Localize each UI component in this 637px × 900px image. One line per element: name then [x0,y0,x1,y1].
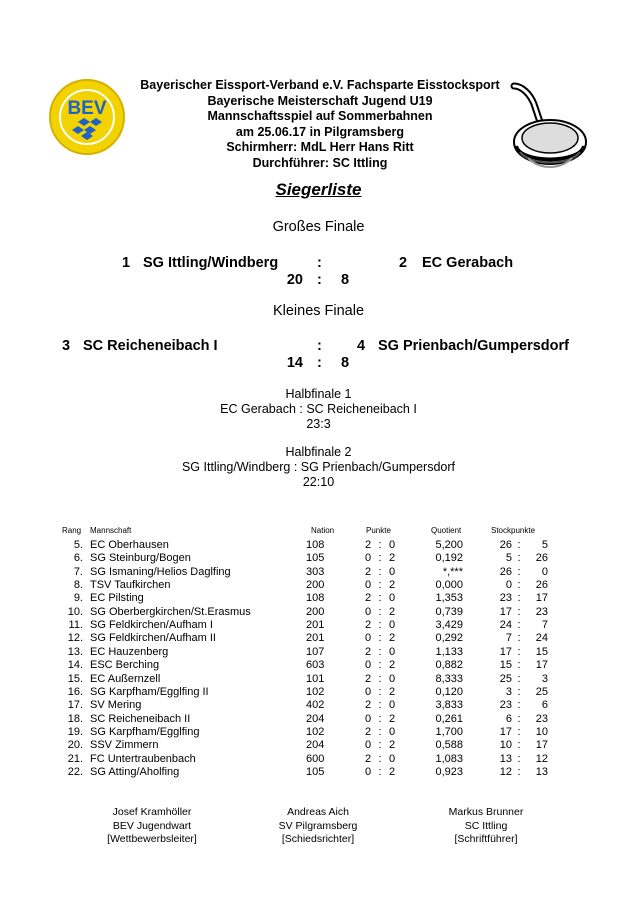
cell-nation: 201 [306,619,325,632]
cell-punkte-plus: 0 [364,659,372,672]
cell-mannschaft: SG Feldkirchen/Aufham II [90,632,216,645]
cell-punkte-colon: : [378,632,382,645]
cell-punkte-plus: 0 [364,765,372,778]
table-row [0,592,637,605]
cell-stock-minus: 26 [535,552,548,565]
cell-punkte-colon: : [378,539,382,551]
cell-quotient: 8,333 [435,672,463,685]
cell-stock-plus: 0 [505,579,512,592]
cell-punkte-plus: 2 [364,699,372,712]
halbfinale-result: 23:3 [306,417,331,431]
kf-score-a: 14 [286,355,303,371]
cell-punkte-minus: 0 [388,619,396,632]
signature-role: [Wettbewerbsleiter] [107,833,197,845]
header-line: am 25.06.17 in Pilgramsberg [235,124,405,139]
table-row [0,659,637,672]
cell-punkte-minus: 2 [388,632,396,645]
table-row [0,766,637,779]
cell-stock-plus: 25 [499,672,512,685]
event-header [110,78,530,171]
cell-punkte-plus: 2 [364,539,372,551]
cell-punkte-plus: 2 [364,565,372,578]
cell-stock-colon: : [517,712,521,725]
cell-punkte-plus: 0 [364,579,372,592]
cell-nation: 600 [306,752,325,765]
cell-quotient: 1,700 [435,725,463,738]
cell-nation: 201 [306,632,325,645]
cell-stock-minus: 17 [535,739,548,752]
cell-rang: 21. [67,752,83,765]
cell-stock-minus: 15 [535,645,548,658]
col-header-nation: Nation [311,526,335,535]
header-line: Bayerische Meisterschaft Jugend U19 [207,93,433,108]
cell-stock-minus: 26 [535,579,548,592]
cell-rang: 5. [73,539,83,551]
cell-stock-plus: 23 [499,699,512,712]
cell-mannschaft: SV Mering [90,699,142,712]
cell-stock-minus: 3 [541,672,548,685]
cell-quotient: 0,000 [435,579,463,592]
cell-stock-colon: : [517,725,521,738]
cell-mannschaft: SG Steinburg/Bogen [90,552,191,565]
cell-punkte-minus: 0 [388,699,396,712]
cell-punkte-colon: : [378,645,382,658]
cell-punkte-colon: : [378,739,382,752]
cell-punkte-colon: : [378,592,382,605]
cell-quotient: 0,261 [435,712,463,725]
header-line: Mannschaftsspiel auf Sommerbahnen [207,109,433,123]
col-header-rang: Rang [62,526,82,535]
cell-mannschaft: SC Reicheneibach II [90,712,191,725]
cell-stock-minus: 17 [535,659,548,672]
cell-nation: 107 [306,645,325,658]
col-header-quotient: Quotient [431,526,462,535]
cell-stock-minus: 10 [535,725,548,738]
cell-punkte-minus: 0 [388,752,396,765]
gf-team-a: SG Ittling/Windberg [143,255,279,271]
cell-punkte-colon: : [378,685,382,698]
cell-nation: 303 [306,565,325,578]
cell-nation: 102 [306,685,325,698]
header-line: Schirmherr: MdL Herr Hans Ritt [226,140,414,154]
cell-stock-colon: : [517,565,521,578]
cell-punkte-minus: 0 [388,539,396,551]
cell-stock-minus: 6 [541,699,548,712]
header-line: Bayerischer Eissport-Verband e.V. Fachsparte Eisstocksport [140,78,500,92]
cell-mannschaft: EC Pilsting [90,592,144,605]
cell-stock-minus: 13 [535,765,548,778]
signature-role: [Schriftführer] [454,833,518,845]
cell-stock-plus: 7 [505,632,512,645]
cell-quotient: 1,133 [435,645,463,658]
cell-stock-colon: : [517,579,521,592]
cell-punkte-minus: 2 [388,579,396,592]
cell-rang: 22. [67,765,83,778]
header-line: Durchführer: SC Ittling [252,155,388,170]
gf-score-b: 8 [341,272,350,288]
table-row [0,539,637,552]
cell-punkte-minus: 2 [388,739,396,752]
cell-quotient: 1,353 [435,592,463,605]
cell-punkte-colon: : [378,725,382,738]
signature-name: Josef Kramhöller [112,806,192,818]
table-row [0,673,637,686]
cell-mannschaft: SG Karpfham/Egglfing [90,725,200,738]
cell-stock-colon: : [517,539,521,551]
cell-stock-plus: 17 [499,725,512,738]
cell-mannschaft: ESC Berching [90,659,160,672]
cell-stock-plus: 10 [499,739,512,752]
cell-stock-plus: 17 [499,645,512,658]
table-row [0,686,637,699]
signature-role: [Schiedsrichter] [281,833,355,845]
cell-punkte-plus: 0 [364,605,372,618]
cell-stock-minus: 17 [535,592,548,605]
cell-rang: 7. [73,565,83,578]
cell-nation: 101 [306,672,325,685]
cell-stock-plus: 3 [505,685,512,698]
cell-stock-minus: 12 [535,752,548,765]
cell-punkte-minus: 2 [388,712,396,725]
table-row [0,713,637,726]
halbfinale-label: Halbfinale 2 [285,445,352,459]
cell-stock-minus: 7 [541,619,548,632]
cell-punkte-plus: 0 [364,739,372,752]
cell-nation: 200 [306,579,325,592]
halbfinale-1 [0,387,637,432]
cell-mannschaft: TSV Taufkirchen [90,579,171,592]
cell-punkte-minus: 0 [388,672,396,685]
cell-stock-plus: 6 [505,712,512,725]
cell-rang: 9. [73,592,83,605]
table-row [0,646,637,659]
cell-rang: 19. [67,725,83,738]
cell-mannschaft: EC Hauzenberg [90,645,169,658]
cell-mannschaft: SG Atting/Aholfing [90,765,180,778]
table-row [0,699,637,712]
cell-stock-minus: 5 [541,539,548,551]
kf-score-b: 8 [341,355,350,371]
table-row [0,606,637,619]
gf-rank-a: 1 [122,255,131,271]
cell-stock-colon: : [517,592,521,605]
cell-stock-minus: 25 [535,685,548,698]
cell-stock-plus: 26 [499,565,512,578]
kf-score-colon: : [317,355,322,371]
cell-punkte-plus: 0 [364,685,372,698]
signature-org: SC Ittling [464,819,508,832]
cell-stock-colon: : [517,739,521,752]
table-row [0,552,637,565]
cell-stock-minus: 23 [535,605,548,618]
cell-rang: 18. [67,712,83,725]
cell-punkte-colon: : [378,659,382,672]
cell-mannschaft: EC Außernzell [90,672,161,685]
cell-stock-colon: : [517,672,521,685]
cell-punkte-colon: : [378,619,382,632]
signature-name: Andreas Aich [287,806,349,818]
table-row [0,579,637,592]
cell-stock-plus: 13 [499,752,512,765]
kf-colon: : [317,338,322,354]
grosses-finale-label: Großes Finale [272,219,365,235]
cell-nation: 204 [306,739,325,752]
cell-stock-colon: : [517,605,521,618]
cell-rang: 20. [67,739,83,752]
cell-nation: 200 [306,605,325,618]
cell-nation: 108 [306,592,325,605]
cell-stock-plus: 12 [499,765,512,778]
cell-punkte-plus: 0 [364,712,372,725]
signature-block [238,806,398,847]
cell-punkte-minus: 0 [388,645,396,658]
cell-nation: 603 [306,659,325,672]
cell-nation: 105 [306,552,325,565]
gf-rank-b: 2 [399,255,408,271]
cell-punkte-plus: 2 [364,645,372,658]
cell-punkte-minus: 2 [388,659,396,672]
cell-rang: 6. [73,552,83,565]
page-title: Siegerliste [275,180,362,199]
cell-stock-colon: : [517,752,521,765]
cell-quotient: 0,120 [435,685,463,698]
halbfinale-label: Halbfinale 1 [285,387,352,401]
cell-stock-colon: : [517,699,521,712]
cell-stock-minus: 23 [535,712,548,725]
cell-punkte-colon: : [378,605,382,618]
cell-stock-plus: 5 [505,552,512,565]
gf-score-colon: : [317,272,322,288]
cell-punkte-plus: 0 [364,632,372,645]
cell-rang: 15. [67,672,83,685]
cell-mannschaft: SG Oberbergkirchen/St.Erasmus [90,605,251,618]
cell-nation: 402 [306,699,325,712]
table-row [0,619,637,632]
gf-score-a: 20 [286,272,303,288]
cell-punkte-minus: 2 [388,765,396,778]
signature-name: Markus Brunner [448,806,524,818]
cell-mannschaft: SG Feldkirchen/Aufham I [90,619,213,632]
kleines-finale-label: Kleines Finale [272,303,365,319]
cell-nation: 108 [306,539,325,551]
cell-punkte-colon: : [378,752,382,765]
halbfinale-result: 22:10 [302,475,335,489]
cell-stock-plus: 23 [499,592,512,605]
cell-stock-minus: 0 [541,565,548,578]
cell-nation: 204 [306,712,325,725]
halbfinale-2 [0,445,637,490]
cell-mannschaft: SG Ismaning/Helios Daglfing [90,565,231,578]
cell-rang: 16. [67,685,83,698]
cell-quotient: 0,882 [435,659,463,672]
cell-punkte-plus: 2 [364,725,372,738]
cell-punkte-colon: : [378,712,382,725]
col-header-mannschaft: Mannschaft [90,526,132,535]
cell-stock-minus: 24 [535,632,548,645]
cell-stock-plus: 15 [499,659,512,672]
cell-punkte-minus: 0 [388,592,396,605]
cell-punkte-minus: 0 [388,725,396,738]
cell-rang: 10. [67,605,83,618]
cell-mannschaft: EC Oberhausen [90,539,169,551]
cell-quotient: 0,292 [435,632,463,645]
cell-mannschaft: SG Karpfham/Egglfing II [90,685,209,698]
cell-quotient: 0,192 [435,552,463,565]
cell-mannschaft: SSV Zimmern [90,739,159,752]
cell-stock-colon: : [517,619,521,632]
cell-quotient: 0,739 [435,605,463,618]
cell-quotient: 1,083 [435,752,463,765]
signature-block [406,806,566,847]
cell-punkte-plus: 2 [364,619,372,632]
kf-rank-b: 4 [357,338,366,354]
cell-quotient: 0,923 [435,765,463,778]
cell-stock-colon: : [517,645,521,658]
cell-quotient: 3,429 [435,619,463,632]
cell-quotient: 3,833 [435,699,463,712]
cell-nation: 105 [306,765,325,778]
cell-punkte-minus: 2 [388,552,396,565]
cell-stock-colon: : [517,659,521,672]
cell-punkte-plus: 2 [364,592,372,605]
cell-punkte-minus: 2 [388,605,396,618]
cell-stock-colon: : [517,632,521,645]
cell-quotient: *,*** [442,565,463,578]
cell-punkte-colon: : [378,672,382,685]
cell-punkte-plus: 2 [364,672,372,685]
table-row [0,566,637,579]
cell-punkte-colon: : [378,765,382,778]
cell-nation: 102 [306,725,325,738]
table-row [0,726,637,739]
cell-rang: 17. [67,699,83,712]
table-row [0,632,637,645]
cell-quotient: 0,588 [435,739,463,752]
kf-team-a: SC Reicheneibach I [83,338,218,354]
cell-punkte-plus: 2 [364,752,372,765]
gf-team-b: EC Gerabach [422,255,514,271]
cell-stock-colon: : [517,765,521,778]
cell-rang: 11. [68,619,83,632]
cell-stock-plus: 17 [499,605,512,618]
cell-stock-colon: : [517,552,521,565]
cell-stock-colon: : [517,685,521,698]
cell-rang: 12. [67,632,83,645]
cell-rang: 14. [67,659,83,672]
signature-org: BEV Jugendwart [112,819,192,832]
cell-mannschaft: FC Untertraubenbach [90,752,196,765]
cell-punkte-minus: 0 [388,565,396,578]
cell-punkte-colon: : [378,565,382,578]
gf-colon: : [317,255,322,271]
halbfinale-pairing: EC Gerabach : SC Reicheneibach I [220,402,417,416]
logo-text: BEV [67,98,107,119]
kf-rank-a: 3 [62,338,71,354]
kf-team-b: SG Prienbach/Gumpersdorf [378,338,569,354]
cell-stock-plus: 24 [499,619,512,632]
signature-block [72,806,232,847]
cell-stock-plus: 26 [499,539,512,551]
cell-punkte-plus: 0 [364,552,372,565]
table-row [0,753,637,766]
cell-punkte-colon: : [378,699,382,712]
col-header-punkte: Punkte [366,526,391,535]
cell-punkte-colon: : [378,579,382,592]
halbfinale-pairing: SG Ittling/Windberg : SG Prienbach/Gumpersdorf [181,460,456,474]
cell-rang: 13. [67,645,83,658]
table-row [0,739,637,752]
cell-quotient: 5,200 [435,539,463,551]
signature-org: SV Pilgramsberg [278,819,358,832]
cell-rang: 8. [73,579,83,592]
cell-punkte-minus: 2 [388,685,396,698]
col-header-stockpunkte: Stockpunkte [491,526,536,535]
cell-punkte-colon: : [378,552,382,565]
